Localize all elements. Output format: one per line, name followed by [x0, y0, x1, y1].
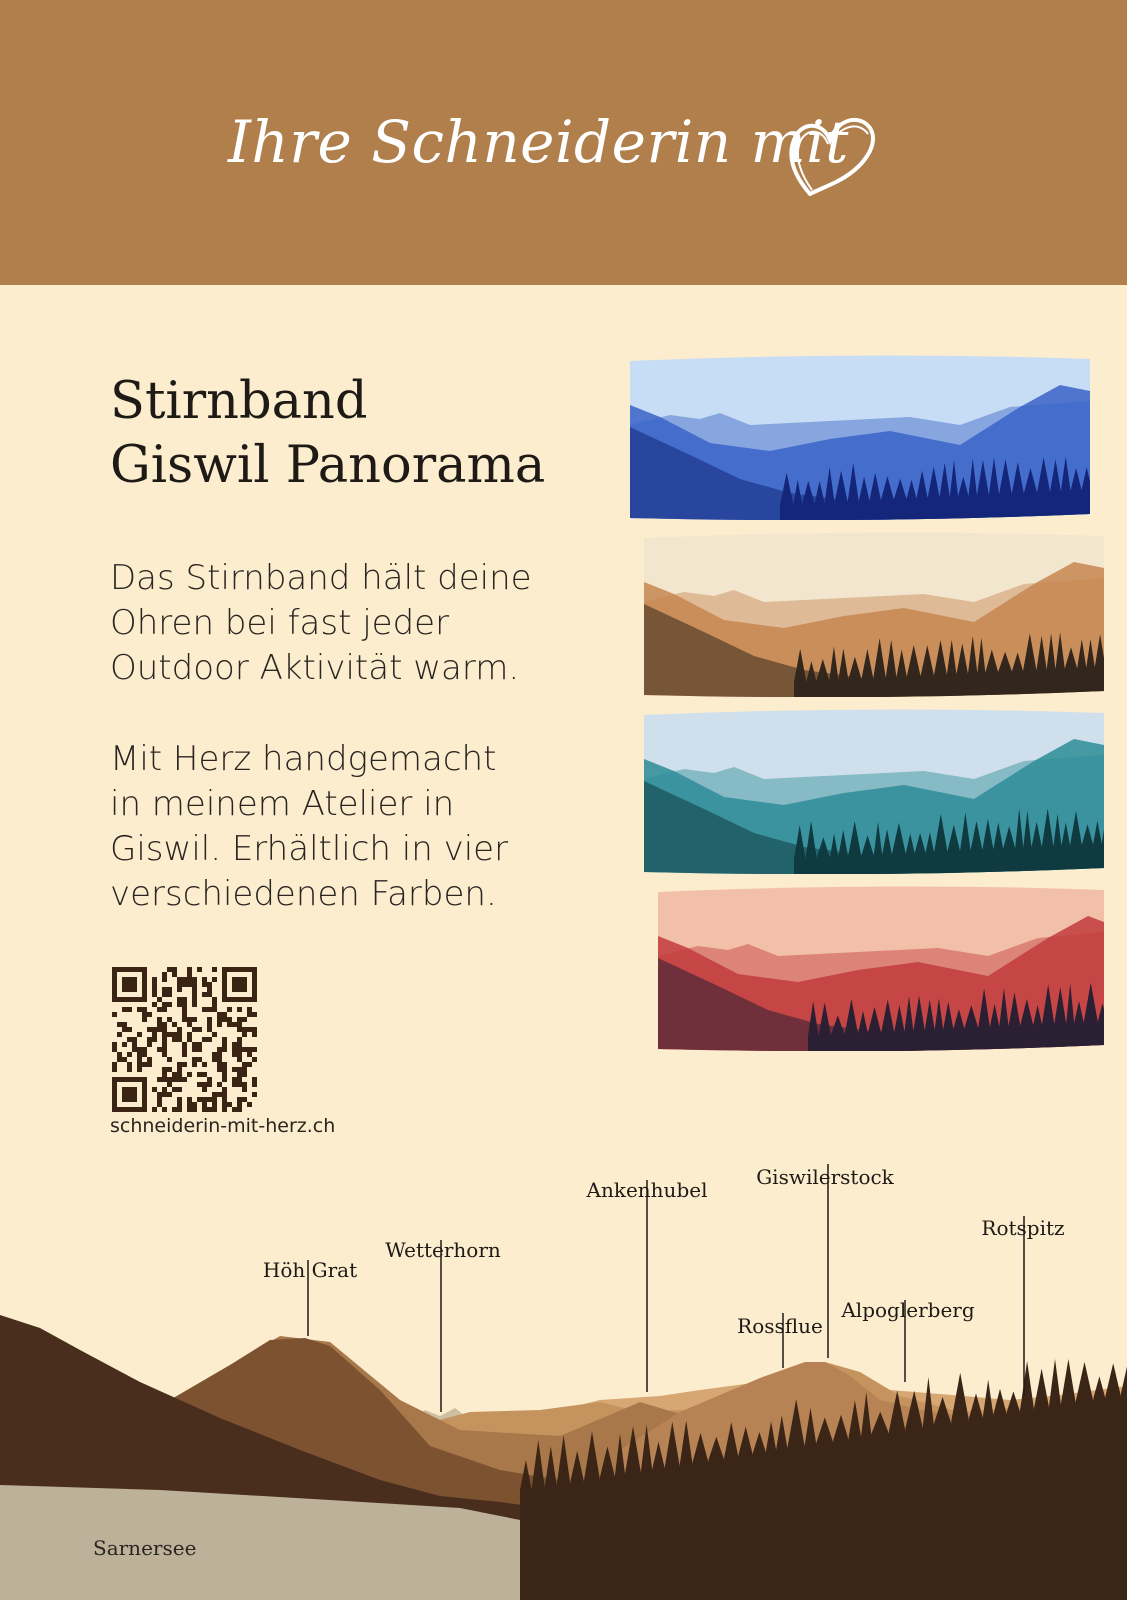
peak-label-rotspitz: Rotspitz [981, 1216, 1065, 1240]
website-url[interactable]: schneiderin-mit-herz.ch [110, 1115, 336, 1137]
peak-label-giswilerstock: Giswilerstock [756, 1165, 894, 1189]
peak-label-hoeh-grat: Höh Grat [262, 1258, 358, 1282]
headband-teal [644, 709, 1112, 874]
lake-label: Sarnersee [93, 1536, 197, 1560]
handmade-line: Mit Herz handgemacht [110, 739, 497, 779]
peak-label-wetterhorn: Wetterhorn [385, 1238, 501, 1262]
product-title-line: Stirnband [110, 372, 368, 431]
peak-label-ankenhubel: Ankenhubel [586, 1178, 708, 1202]
handmade-line: in meinem Atelier in [110, 784, 455, 824]
qr-code[interactable] [112, 967, 257, 1112]
mountain-panorama [0, 1150, 1127, 1600]
headband-bordeaux [658, 886, 1107, 1051]
headband-brown [644, 532, 1106, 697]
peak-label-rossflue: Rossflue [737, 1314, 823, 1338]
product-description [110, 556, 532, 691]
header-banner [0, 0, 1127, 285]
peak-label-alpoglerberg: Alpoglerberg [841, 1298, 975, 1322]
product-title [110, 370, 545, 498]
description-line: Outdoor Aktivität warm. [110, 648, 520, 688]
headband-blue [630, 355, 1092, 520]
handmade-line: Giswil. Erhältlich in vier [110, 829, 509, 869]
heart-icon [788, 110, 878, 200]
handmade-text [110, 737, 508, 917]
description-line: Ohren bei fast jeder [110, 603, 450, 643]
description-line: Das Stirnband hält deine [110, 558, 532, 598]
handmade-line: verschiedenen Farben. [110, 874, 497, 914]
headband-photos [630, 355, 1120, 1090]
product-title-line: Giswil Panorama [110, 436, 546, 495]
brand-title: Ihre Schneiderin mit [228, 108, 849, 176]
